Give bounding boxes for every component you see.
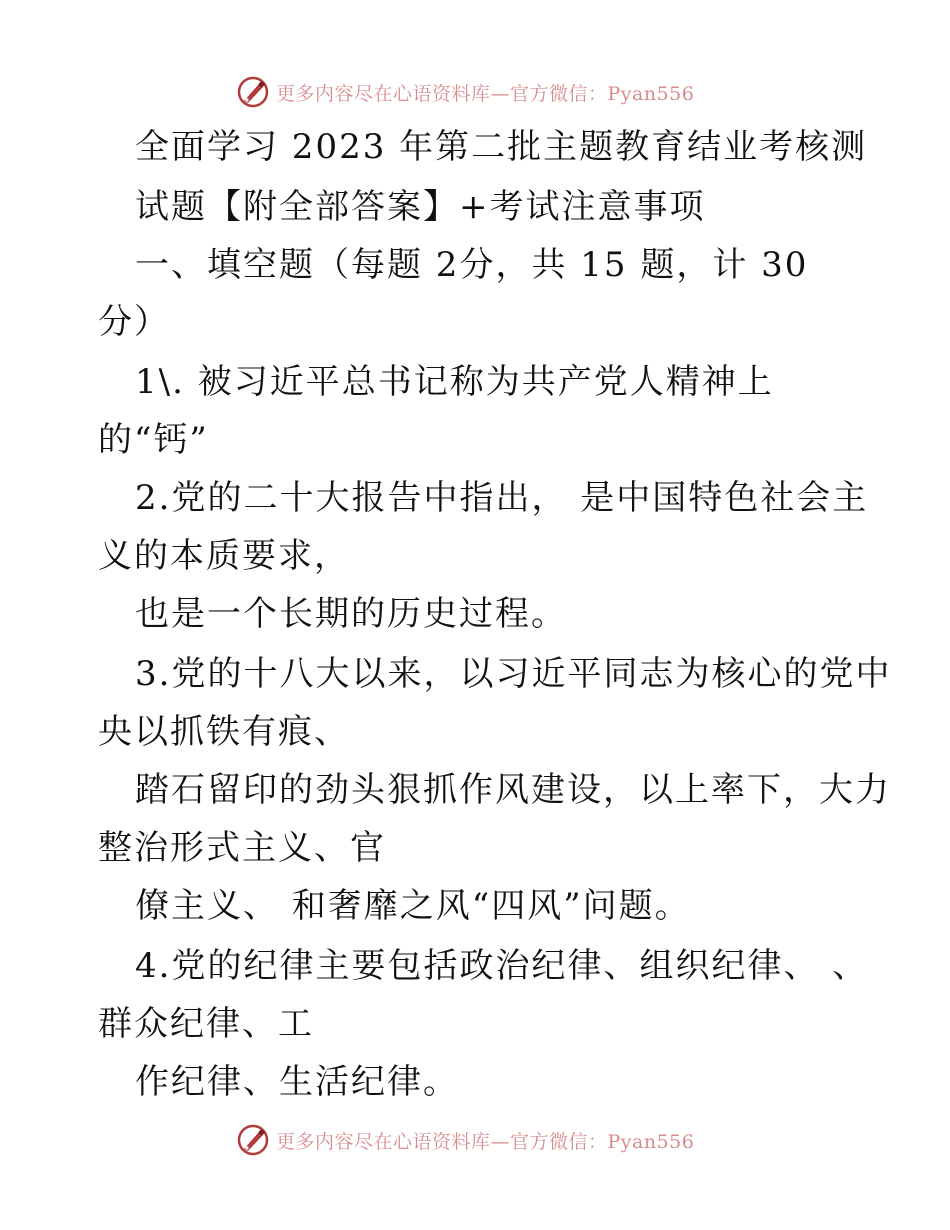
question-2-line-2: 义的本质要求，	[98, 536, 350, 576]
doc-title-line-2: 试题【附全部答案】+考试注意事项	[135, 187, 706, 227]
question-3-line-4: 整治形式主义、官	[98, 828, 386, 868]
question-3-line-1: 3.党的十八大以来，以习近平同志为核心的党中	[135, 654, 892, 694]
question-3-line-3: 踏石留印的劲头狠抓作风建设，以上率下，大力	[135, 770, 891, 810]
footer-watermark	[236, 1120, 694, 1160]
watermark-text: 更多内容尽在心语资料库—官方微信：Pyan556	[276, 82, 695, 105]
question-1-line-1: 1\. 被习近平总书记称为共产党人精神上	[135, 362, 774, 402]
question-2-line-1: 2.党的二十大报告中指出， 是中国特色社会主	[135, 478, 869, 518]
section-heading-line-1: 一、填空题（每题 2分，共 15 题，计 30	[135, 245, 809, 285]
header-watermark	[236, 72, 694, 112]
question-3-line-5: 僚主义、 和奢靡之风“四风”问题。	[135, 886, 691, 926]
question-2-line-3: 也是一个长期的历史过程。	[135, 594, 567, 634]
doc-title-line-1: 全面学习 2023 年第二批主题教育结业考核测	[135, 127, 868, 167]
question-4-line-1: 4.党的纪律主要包括政治纪律、组织纪律、 、	[135, 946, 869, 986]
pen-logo-icon	[236, 1123, 270, 1157]
question-4-line-3: 作纪律、生活纪律。	[135, 1062, 459, 1102]
watermark-text: 更多内容尽在心语资料库—官方微信：Pyan556	[276, 1130, 695, 1153]
question-4-line-2: 群众纪律、工	[98, 1004, 314, 1044]
section-heading-line-2: 分）	[98, 302, 170, 342]
question-3-line-2: 央以抓铁有痕、	[98, 712, 350, 752]
pen-logo-icon	[236, 75, 270, 109]
question-1-line-2: 的“钙”	[98, 420, 209, 460]
